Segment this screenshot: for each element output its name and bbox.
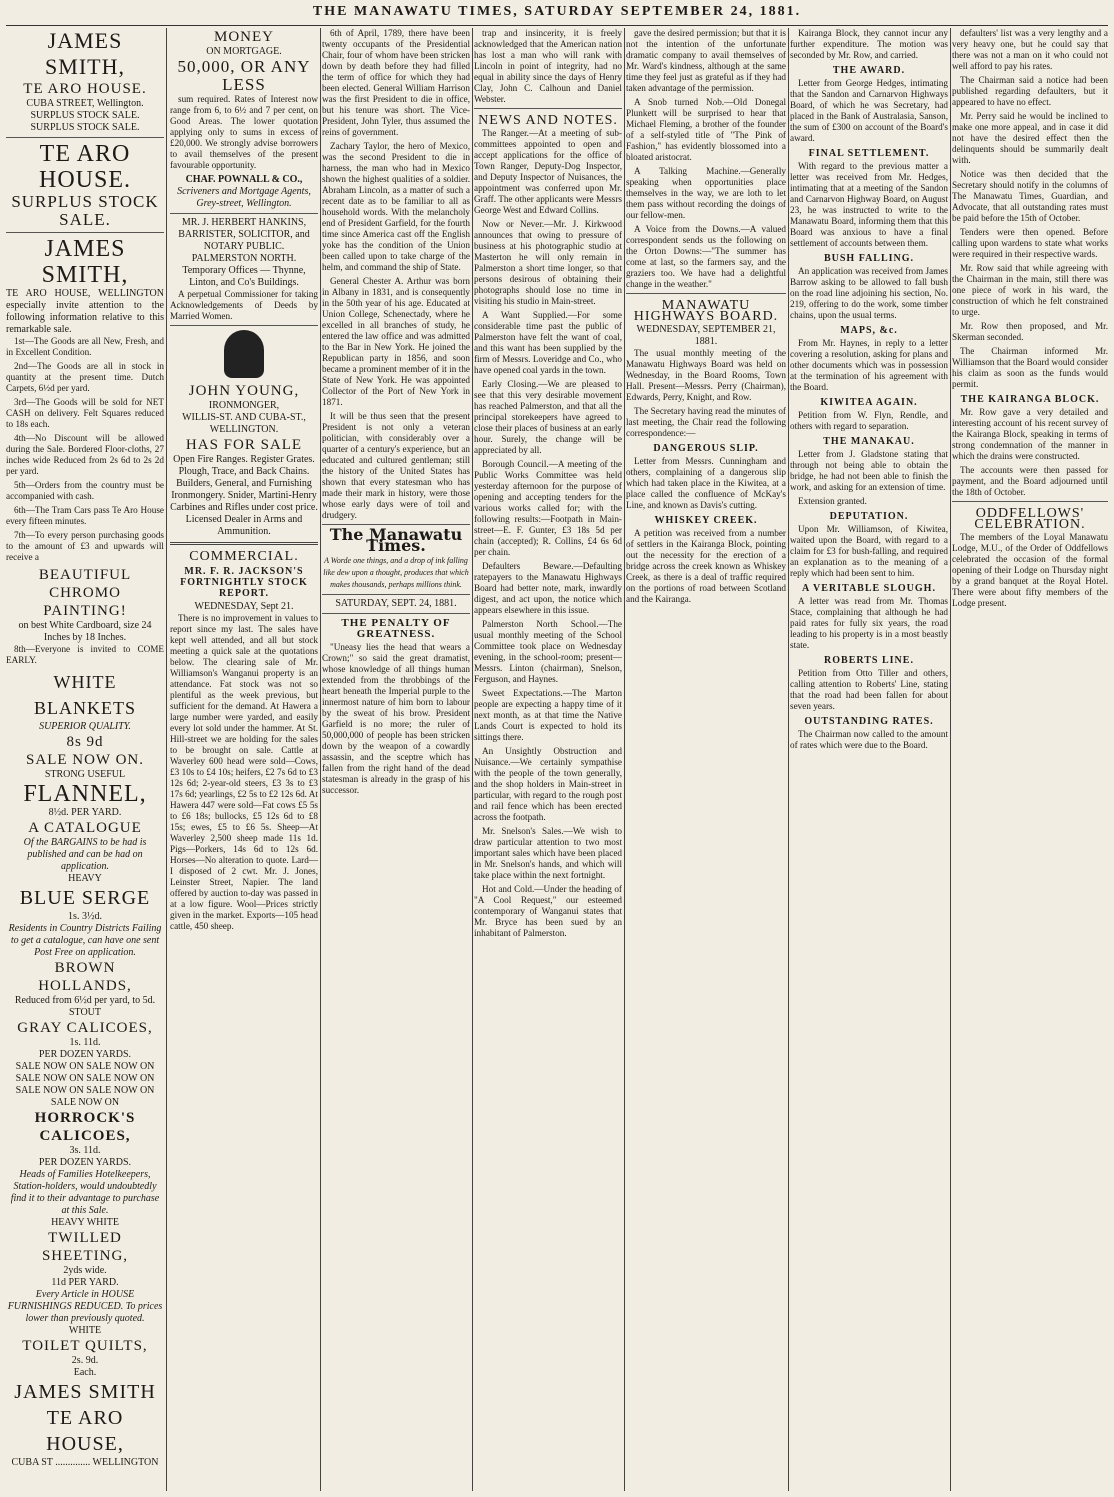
ad-line: HEAVY	[68, 873, 102, 884]
section-heading: ODDFELLOWS' CELEBRATION.	[974, 506, 1086, 532]
dateline: SATURDAY, SEPT. 24, 1881.	[335, 598, 457, 609]
column-2-advertisements	[170, 28, 318, 1491]
subheading: KIWITEA AGAIN.	[820, 397, 918, 408]
ad-body: A perpetual Commissioner for taking Acknowledgements of Deeds by Married Women.	[170, 289, 318, 321]
ad-line: SURPLUS STOCK SALE.	[30, 122, 140, 133]
newspaper-logo: The Manawatu Times.	[329, 525, 463, 555]
article-body: The Chairman informed Mr. Williamson that the Board would consider his claim as soon as the funds would permit.	[952, 346, 1108, 389]
article-body: The Chairman now called to the amount of rates which were due to the Board.	[790, 729, 948, 750]
ad-title: WHITE BLANKETS	[34, 672, 136, 718]
subheading: ROBERTS LINE.	[824, 655, 914, 666]
ad-title: TWILLED SHEETING,	[41, 1230, 129, 1264]
article-body: Zachary Taylor, the hero of Mexico, was the second President to die in harness, the man who had in Mexico shown the highest qualities of a soldier. Abraham Lincoln, as a matter of such a recent date as to be familiar to all as household words. With the melancholy end of President Garfield, for the fourth time since America cast off the English yoke has the condition of the Union been called upon to take charge of the helm, and command the ship of State.	[322, 141, 470, 272]
subheading: BUSH FALLING.	[823, 253, 915, 264]
ad-line: Every Article in HOUSE FURNISHINGS REDUCED. To prices lower than previously quoted.	[7, 1289, 163, 1324]
article-body: Notice was then decided that the Secretary should notify in the columns of The Manawatu Times, Guardian, and Advocate, that all outstanding rates must be paid before the 15th of October.	[952, 169, 1108, 223]
ad-line: PER DOZEN YARDS.	[38, 1157, 132, 1168]
column-rule	[950, 28, 951, 1491]
article-body: gave the desired permission; but that it is not the intention of the unfortunate dramatic company to avail themselves of Mr. Ward's kindness, although at the same time they feel just as grateful as if they had taken advantage of the permission.	[626, 28, 786, 93]
ad-line: STOUT	[68, 1007, 102, 1018]
ad-line: Heads of Families Hotelkeepers, Station-holders, would undoubtedly find it to their advantage to purchase at this Sale.	[10, 1169, 160, 1216]
column-4-news	[474, 28, 622, 1491]
news-item: The Ranger.—At a meeting of sub-committees appointed to open and accept applications for the office of Town Ranger, Deputy-Dog Inspector, and Deputy Inspector of Nuisances, the appointment was conferred upon Mr. Graff. The other applicants were Messrs George West and Edward Collins.	[474, 128, 622, 215]
divider	[170, 542, 318, 545]
price: 11d PER YARD.	[51, 1277, 119, 1288]
sale-item: 6th—The Tram Cars pass Te Aro House every fifteen minutes.	[6, 505, 164, 526]
divider	[322, 613, 470, 614]
article-body: 6th of April, 1789, there have been twenty occupants of the Presidential Chair, four of whom have been stricken down by death before they had filled the term of office for which they had been elected. General William Harrison was the first President to die in office, but his tenure was short. The Vice-President, John Tyler, thus assumed the reins of government.	[322, 28, 470, 137]
sale-item: 5th—Orders from the country must be accompanied with cash.	[6, 480, 164, 501]
divider	[6, 137, 164, 138]
ad-line: SUPERIOR QUALITY.	[39, 721, 131, 732]
ad-subtitle: TE ARO HOUSE,	[46, 1407, 124, 1455]
ad-line: Each.	[73, 1367, 97, 1378]
article-body: The usual monthly meeting of the Manawatu Highways Board was held on Wednesday, in the Board Rooms, Town Hall. Present—Messrs. Perry (Chairman), Edwards, Perry, Knight, and Row.	[626, 348, 786, 402]
article-body: Extension granted.	[798, 496, 867, 506]
ad-title: TOILET QUILTS,	[22, 1338, 148, 1354]
ad-line: BARRISTER, SOLICITOR, and NOTARY PUBLIC.	[178, 229, 310, 252]
ad-title: HAS FOR SALE	[185, 437, 303, 453]
dateline: WEDNESDAY, SEPTEMBER 21, 1881.	[636, 324, 776, 347]
ad-line: on best White Cardboard, size 24 Inches by 18 Inches.	[18, 620, 152, 643]
ad-title: JOHN YOUNG,	[188, 383, 300, 399]
news-item: Borough Council.—A meeting of the Public Works Committee was held yesterday afternoon for the purpose of opening and accepting tenders for the various works called for; with the following results:—Footpath in Main-street—E. F. Gunter, £3 18s 5d per chain (accepted); R. Collins, £4 6s 6d per chain.	[474, 459, 622, 557]
news-item: An Unsightly Obstruction and Nuisance.—We certainly sympathise with the people of the town generally, and the shop holders in Main-street in particular, with regard to the rough post and rail fence which has been erected across the footpath.	[474, 746, 622, 822]
ad-line: Temporary Offices — Thynne, Linton, and Co's Buildings.	[182, 265, 306, 288]
ad-title: JAMES SMITH,	[41, 236, 129, 288]
article-body: "Uneasy lies the head that wears a Crown;" so said the great dramatist, whose knowledge of all things human extended from the throbbings of the heart beneath the Imperial purple to the innermost nature of him born to labour by the sweat of his brow. President Garfield is no more; the ruler of 50,000,000 of people has been stricken down by the weapon of a cowardly assassin, and the sceptre which has fallen from the right hand of the dead statesman is already in the grasp of his successor.	[322, 642, 470, 795]
divider	[170, 325, 318, 326]
article-body: There is no improvement in values to report since my last. The sales have kept well attended, and all but stock meeting a quick sale at the quotations below. The clearing sale of Mr. Williamson's Wanganui property is an attendance. Fat stock was not so plentiful as the week previous, but sufficient for the demand. At Hawera a large number were yarded, and easily every lot sold under the hammer. At St. Hill-street we are holding for the sales to be brought on sale. Cattle at Waverley 600 head were sold—Cows, £3 10s to £4 10s; heifers, £2 7s 6d to £3 12s 6d; 2-year-old steers, £3 3s to £3 17s 6d; yearlings, £2 5s to £2 12s 6d. At Hawera 447 were sold—Fat cows £5 5s to £6 18s; bullocks, £5 12s 6d to £8 15s; ewes, £5 to £6 5s. Sheep—At Waverley 2,500 sheep made 11s 1d. Pigs—Porkers, 14s 6d to 12s 6d. Horses—No alteration to quote. Lard—I disposed of 2 cwt. Mr. J. Jones, Leinster Street, Napier. The land offered by auction to-day was passed in at a low figure. Wool—Prices strictly given in the market. Exports—105 head cattle, 450 sheep.	[170, 613, 318, 931]
sale-item: 3rd—The Goods will be sold for NET CASH on delivery. Felt Squares reduced to 18s each.	[6, 397, 164, 429]
price: 3s. 11d.	[69, 1145, 101, 1156]
column-rule	[320, 28, 321, 1491]
article-body: The Secretary having read the minutes of last meeting, the Chair read the following correspondence:—	[626, 406, 786, 438]
sale-item: 8th—Everyone is invited to COME EARLY.	[6, 644, 164, 665]
ad-line: PALMERSTON NORTH.	[191, 253, 297, 264]
subheading: WHISKEY CREEK.	[654, 515, 758, 526]
ad-line: Residents in Country Districts Failing to get a catalogue, can have one sent Post Free on application.	[8, 923, 162, 958]
ad-line: CHROMO PAINTING!	[43, 585, 127, 619]
article-body: The members of the Loyal Manawatu Lodge, M.U., of the Order of Oddfellows celebrated the occasion of the formal opening of their Lodge on Thursday night by a grand banquet at the Royal Hotel. There were about fifty members of the Lodge present.	[952, 532, 1108, 608]
column-rule	[166, 28, 167, 1491]
column-rule	[788, 28, 789, 1491]
news-item: Palmerston North School.—The usual monthly meeting of the School Committee took place on Wednesday evening, in the school-room; present—Messrs. Linton (chairman), Snelson, Ferguson, and Haynes.	[474, 619, 622, 684]
divider	[626, 293, 786, 294]
article-body: Mr. Row gave a very detailed and interesting account of his recent survey of the Kairanga Block, speaking in terms of strong condemnation of the manner in which the drains were constructed.	[952, 407, 1108, 461]
subheading: MAPS, &c.	[840, 325, 898, 336]
ad-amount: 50,000, OR ANY LESS	[177, 57, 311, 94]
news-item: A Voice from the Downs.—A valued correspondent sends us the following on the Orton Downs:—"The summer has come at last, so the farmers say, and the graziers too. We have had a delightful change in the weather."	[626, 224, 786, 289]
news-item: Sweet Expectations.—The Marton people are expecting a happy time of it next month, as at that time the Native Lands Court is expected to hold its sittings there.	[474, 688, 622, 742]
column-3-editorial	[322, 28, 470, 1491]
divider	[952, 501, 1108, 502]
column-rule	[624, 28, 625, 1491]
ad-address: CUBA ST .............. WELLINGTON	[11, 1457, 159, 1468]
ad-title: JAMES SMITH,	[45, 28, 125, 79]
article-body: Letter from J. Gladstone stating that through not being able to obtain the bridge, he had not been able to finish the work, and asking for an extension of time.	[790, 449, 948, 492]
article-body: A letter was read from Mr. Thomas Stace, complaining that although he had paid rates for fully six years, the road leading to his property is in a most beastly state.	[790, 596, 948, 650]
article-body: Mr. Perry said he would be inclined to make one more appeal, and in case it did not have the desired effect then the delinquents should be summarily dealt with.	[952, 111, 1108, 165]
divider	[474, 108, 622, 109]
news-item: A Want Supplied.—For some considerable time past the public of Palmerston have felt the want of coal, and this want has been supplied by the firm of Messrs. Loveridge and Co., who have opened coal yards in the town.	[474, 310, 622, 375]
price: 1s. 3½d.	[68, 911, 102, 922]
news-item: Mr. Snelson's Sales.—We wish to draw particular attention to two most important sales which have been placed in Mr. Snelson's hands, and which will take place within the next fortnight.	[474, 826, 622, 880]
sale-item: 1st—The Goods are all New, Fresh, and in Excellent Condition.	[6, 336, 164, 357]
price: 8½d. PER YARD.	[48, 807, 122, 818]
ad-line: SALE NOW ON SALE NOW ON SALE NOW ON SALE NOW ON SALE NOW ON SALE NOW ON SALE NOW ON	[15, 1061, 155, 1108]
article-body: trap and insincerity, it is freely acknowledged that the American nation has lost a man who will rank with Lincoln in point of integrity, had no equal in ability since the days of Henry Clay, John C. Calhoun and Daniel Webster.	[474, 28, 622, 104]
sale-item: 2nd—The Goods are all in stock in quantity at the present time. Dutch Carpets, 6½d per yard.	[6, 361, 164, 393]
price: 2s. 9d.	[71, 1355, 99, 1366]
article-body: Mr. Row then proposed, and Mr. Skerman seconded.	[952, 321, 1108, 342]
ad-title: GRAY CALICOES,	[17, 1020, 153, 1036]
column-1-advertisements	[6, 28, 164, 1491]
section-heading: NEWS AND NOTES.	[478, 113, 618, 128]
section-heading: COMMERCIAL.	[189, 549, 299, 564]
divider	[6, 232, 164, 233]
column-7-board-report	[952, 28, 1108, 1491]
ad-line: PER DOZEN YARDS.	[38, 1049, 132, 1060]
ad-line: Scriveners and Mortgage Agents, Grey-street, Wellington.	[177, 186, 311, 209]
price: 8s 9d	[66, 734, 104, 750]
sale-item: 4th—No Discount will be allowed during the Sale. Bordered Floor-cloths, 27 inches wide Reduced from 2s 6d to 2s 2d per yard.	[6, 433, 164, 476]
ad-line: 2yds wide.	[63, 1265, 107, 1276]
article-body: defaulters' list was a very lengthy and a very heavy one, but he could say that there was not a man on it who could not well afford to pay his rates.	[952, 28, 1108, 71]
motto: A Worde one things, and a drop of ink falling like dew upon a thought, produces that which makes thousands, perhaps millions think.	[323, 556, 469, 589]
subheading: THE MANAKAU.	[823, 436, 915, 447]
article-body: Mr. Row said that while agreeing with the Chairman in the main, still there was one piece of work in his ward, the construction of which he felt constrained to urge.	[952, 263, 1108, 317]
article-body: Tenders were then opened. Before calling upon wardens to state what works were required in their respective wards.	[952, 227, 1108, 259]
article-body: Kairanga Block, they cannot incur any further expenditure. The motion was seconded by Mr. Row, and carried.	[790, 28, 948, 60]
subheading: A VERITABLE SLOUGH.	[802, 583, 936, 594]
ad-body: TE ARO HOUSE, WELLINGTON especially invite attention to the following information relative to this remarkable sale.	[6, 288, 164, 335]
article-body: With regard to the previous matter a letter was received from Mr. Hedges, intimating that at a meeting of the Sandon and Carnarvon Highway Board, on August 23, he was instructed to write to the Manawatu Board, informing them that this Board was anxious to have a final settlement of accounts between them.	[790, 161, 948, 248]
ad-subtitle: ON MORTGAGE.	[206, 46, 282, 57]
ad-subtitle: SURPLUS STOCK SALE.	[11, 192, 159, 229]
dateline: WEDNESDAY, Sept 21.	[194, 601, 294, 612]
price: 1s. 11d.	[69, 1037, 101, 1048]
article-body: It will be thus seen that the present President is not only a veteran politician, with considerably over a quarter of a century's experience, but an educated and cultured gentleman; still the history of the United States has shown that every statesman who has made their mark in history, were those whose early days were of toil and drudgery.	[322, 411, 470, 520]
ad-title: MONEY	[214, 29, 274, 45]
ad-line: WHITE	[68, 1325, 102, 1336]
column-5-news	[626, 28, 786, 1491]
ad-line: HEAVY WHITE	[51, 1217, 119, 1228]
ad-line: Reduced from 6½d per yard, to 5d.	[14, 995, 156, 1006]
news-item: A Talking Machine.—Generally speaking when opportunities place themselves in the way, we are loth to let them pass without recording the doings of our fellow-men.	[626, 166, 786, 220]
masthead: THE MANAWATU TIMES, SATURDAY SEPTEMBER 24, 1881.	[0, 4, 1114, 26]
divider	[170, 213, 318, 214]
article-body: The accounts were then passed for payment, and the Board adjourned until the 18th of October.	[952, 465, 1108, 497]
article-body: The Chairman said a notice had been published regarding defaulters, but it appeared to have no effect.	[952, 75, 1108, 107]
ad-title: BROWN HOLLANDS,	[38, 960, 132, 994]
article-body: Petition from W. Flyn, Rendle, and others with regard to separation.	[790, 410, 948, 431]
ad-address: CUBA STREET, Wellington.	[26, 98, 144, 109]
ad-title: FLANNEL,	[23, 781, 147, 807]
news-item: Defaulters Beware.—Defaulting ratepayers to the Manawatu Highways Board had better note, mark, inwardly digest, and act upon, the notice which appears elsewhere in this issue.	[474, 561, 622, 615]
news-item: Hot and Cold.—Under the heading of "A Cool Request," our esteemed contemporary of Wanganui states that Mr. Bryce has been sued by an inhabitant of Palmerston.	[474, 884, 622, 938]
article-body: Upon Mr. Williamson, of Kiwitea, waited upon the Board, with regard to a claim for £3 for bush-falling, and required an explanation as to the meaning of a reply which had been sent to him.	[790, 524, 948, 578]
subheading: THE KAIRANGA BLOCK.	[960, 394, 1100, 405]
ad-line: Of the BARGAINS to be had is published and can be had on application.	[23, 837, 147, 872]
article-body: General Chester A. Arthur was born in Albany in 1831, and is consequently in the 50th year of his age. Educated at Union College, Schenectady, where he excelled in all branches of study, he entered the law office and was admitted to the Bar in New York. He joined the Republican party in 1856, and soon became a prominent member of it in the State of New York. He was appointed Collector of the Port of New York in 1871.	[322, 276, 470, 407]
article-body: An application was received from James Barrow asking to be allowed to fall bush on the road line adjoining his section, No. 219, offering to do the work, some timber chains, upon the usual terms.	[790, 266, 948, 320]
divider	[322, 594, 470, 595]
subheading: OUTSTANDING RATES.	[804, 716, 934, 727]
ad-firm: CHAF. POWNALL & CO.,	[185, 174, 303, 185]
ad-title: TE ARO HOUSE.	[38, 141, 131, 193]
article-heading: MR. F. R. JACKSON'S FORTNIGHTLY STOCK REPORT.	[180, 566, 308, 599]
ad-title: HORROCK'S CALICOES,	[34, 1110, 136, 1144]
article-body: Petition from Otto Tiller and others, calling attention to Roberts' Line, stating that the road had been fallen for about seven years.	[790, 668, 948, 711]
subheading: DEPUTATION.	[829, 511, 909, 522]
sale-item: 7th—To every person purchasing goods to the amount of £3 and upwards will receive a	[6, 530, 164, 562]
article-body: A petition was received from a number of settlers in the Kairanga Block, pointing out the necessity for the erection of a bridge across the creek known as Whiskey Creek, as there is a deal of traffic required on the portions of road between Scotland and the Kairanga.	[626, 528, 786, 604]
ad-line: Open Fire Ranges. Register Grates. Plough, Trace, and Back Chains. Builders, General, and Furnishing Ironmongery. Snider, Martini-Henry Carbines and Rifles under cost price. Licensed Dealer in Arms and Ammunition.	[170, 454, 318, 537]
ad-title: JAMES SMITH	[14, 1381, 156, 1403]
ad-title: BLUE SERGE	[19, 887, 151, 909]
ad-line: SALE NOW ON.	[26, 752, 144, 768]
article-body: Letter from George Hedges, intimating that the Sandon and Carnarvon Highways Board, of which he was Secretary, had placed in the Bank of Australasia, Sanson, the sum of £300 on account of the Board's award.	[790, 78, 948, 143]
subheading: DANGEROUS SLIP.	[653, 443, 759, 454]
ad-body: sum required. Rates of Interest now range from 6, to 6½ and 7 per cent, on Good Areas. The lower quotation applying only to sums in excess of £20,000. We strongly advise borrowers to avail themselves of the present favourable opportunity.	[170, 94, 318, 170]
ad-title: A CATALOGUE	[28, 820, 142, 836]
ad-line: STRONG USEFUL	[44, 769, 126, 780]
column-6-board-report	[790, 28, 948, 1491]
ad-address: WILLIS-ST. AND CUBA-ST., WELLINGTON.	[182, 412, 306, 435]
news-item: Early Closing.—We are pleased to see that this very desirable movement has reached Palmerston, and that all the principal storekeepers have agreed to close their places of business at an early hour. Surely, the change will be appreciated by all.	[474, 379, 622, 455]
editorial-heading: THE PENALTY OF GREATNESS.	[341, 617, 451, 640]
ad-line: BEAUTIFUL	[38, 567, 132, 583]
news-item: A Snob turned Nob.—Old Donegal Plunkett will be surprised to hear that Michael Fleming, a brother of the founder of a self-styled title of "The Pink of Fashion," has evidently blossomed into a bloated aristocrat.	[626, 97, 786, 162]
subheading: FINAL SETTLEMENT.	[808, 148, 930, 159]
news-item: Now or Never.—Mr. J. Kirkwood announces that owing to pressure of business at his photographic studio at Masterton he will only remain in Palmerston a short time longer, so that persons desirous of obtaining their photographs should lose no time in visiting his studio in Main-street.	[474, 219, 622, 306]
shield-logo-icon	[224, 330, 264, 378]
article-body: From Mr. Haynes, in reply to a letter covering a resolution, asking for plans and other documents which was in possession at the termination of his agreement with the Board.	[790, 338, 948, 392]
ad-subtitle: IRONMONGER,	[208, 400, 280, 411]
column-rule	[472, 28, 473, 1491]
section-heading: MANAWATU HIGHWAYS BOARD.	[633, 298, 779, 324]
ad-line: SURPLUS STOCK SALE.	[30, 110, 140, 121]
article-body: Letter from Messrs. Cunningham and others, complaining of a dangerous slip which had taken place in the Kiwitea, at a place called the confluence of McKay's Line, and known as Davis's cutting.	[626, 456, 786, 510]
ad-title: MR. J. HERBERT HANKINS,	[181, 217, 307, 228]
subheading: THE AWARD.	[832, 65, 906, 76]
ad-subtitle: TE ARO HOUSE.	[23, 81, 147, 97]
